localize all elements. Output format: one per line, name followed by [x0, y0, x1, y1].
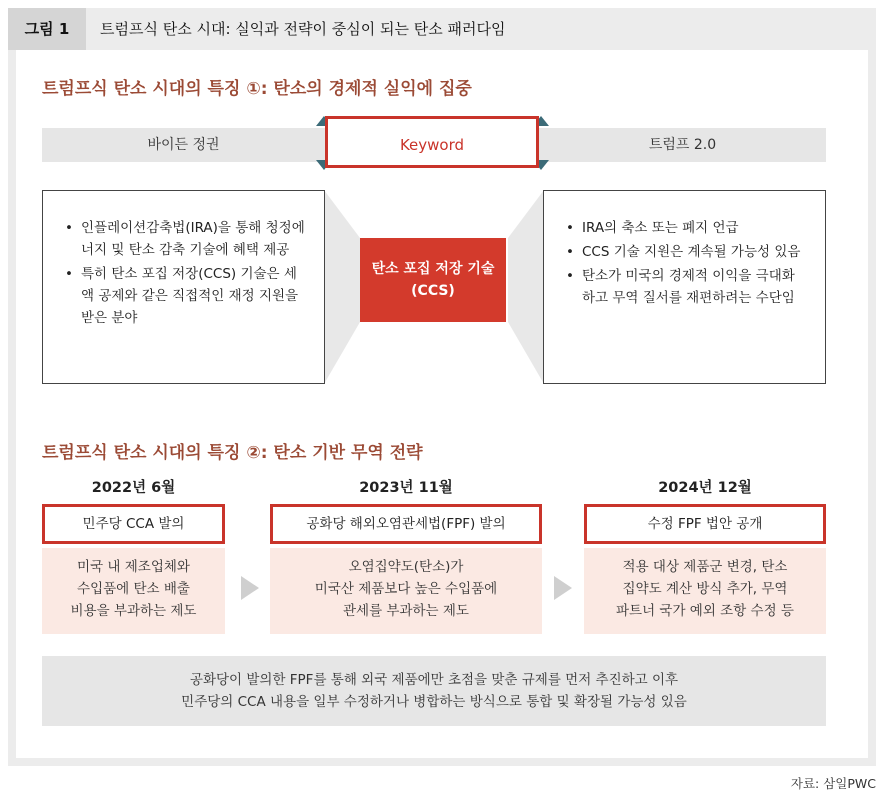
- timeline-event: 수정 FPF 법안 공개: [584, 504, 826, 544]
- ccs-label-line1: 탄소 포집 저장 기술: [371, 261, 495, 277]
- description-line: 수입품에 탄소 배출: [77, 581, 190, 597]
- biden-header: 바이든 정권: [42, 128, 325, 162]
- timeline-description: [270, 548, 542, 634]
- timeline-description: [42, 548, 225, 634]
- source-note: 자료: 삼일PWC: [790, 776, 876, 791]
- description-line: 비용을 부과하는 제도: [70, 603, 197, 619]
- timeline-date: 2022년 6월: [91, 480, 176, 496]
- figure-title: 트럼프식 탄소 시대: 실익과 전략이 중심이 되는 탄소 패러다임: [100, 20, 506, 38]
- description-line: 적용 대상 제품군 변경, 탄소: [622, 559, 788, 575]
- list-item: • 인플레이션감축법(IRA)을 통해 청정에너지 및 탄소 감축 기술에 혜택 제공: [65, 217, 306, 261]
- list-item: • 특히 탄소 포집 저장(CCS) 기술은 세액 공제와 같은 직접적인 재정 지원을 받은 분야: [65, 263, 306, 329]
- timeline-description: [584, 548, 826, 634]
- figure-header: [8, 8, 876, 50]
- list-item: • CCS 기술 지원은 계속될 가능성 있음: [566, 241, 807, 263]
- arrow-right-icon: [241, 576, 259, 600]
- description-line: 관세를 부과하는 제도: [343, 603, 469, 619]
- section1-title: 트럼프식 탄소 시대의 특징 ①: 탄소의 경제적 실익에 집중: [42, 79, 472, 99]
- description-line: 오염집약도(탄소)가: [348, 559, 464, 575]
- description-line: 파트너 국가 예외 조항 수정 등: [616, 603, 794, 619]
- keyword-box: Keyword: [325, 116, 539, 168]
- list-item: • IRA의 축소 또는 폐지 언급: [566, 217, 807, 239]
- timeline-event: 공화당 해외오염관세법(FPF) 발의: [270, 504, 542, 544]
- ccs-label-line2: (CCS): [411, 283, 455, 299]
- description-line: 미국 내 제조업체와: [77, 559, 190, 575]
- summary-line: 민주당의 CCA 내용을 일부 수정하거나 병합하는 방식으로 통합 및 확장될 가능성 있음: [181, 694, 687, 710]
- timeline-date: 2023년 11월: [359, 480, 453, 496]
- description-line: 미국산 제품보다 높은 수입품에: [314, 581, 498, 597]
- section2-title: 트럼프식 탄소 시대의 특징 ②: 탄소 기반 무역 전략: [42, 443, 423, 463]
- timeline-date: 2024년 12월: [658, 480, 752, 496]
- figure-label: 그림 1: [8, 8, 86, 50]
- timeline-event: 민주당 CCA 발의: [42, 504, 225, 544]
- summary-line: 공화당이 발의한 FPF를 통해 외국 제품에만 초점을 맞춘 규제를 먼저 추진하고 이후: [189, 672, 679, 688]
- ccs-highlight-box: [360, 238, 506, 322]
- trump-header: 트럼프 2.0: [539, 128, 826, 162]
- trump-policy-box: [543, 190, 826, 384]
- biden-policy-box: [42, 190, 325, 384]
- summary-box: [42, 656, 826, 726]
- description-line: 집약도 계산 방식 추가, 무역: [622, 581, 788, 597]
- list-item: • 탄소가 미국의 경제적 이익을 극대화하고 무역 질서를 재편하려는 수단임: [566, 265, 807, 309]
- arrow-right-icon: [554, 576, 572, 600]
